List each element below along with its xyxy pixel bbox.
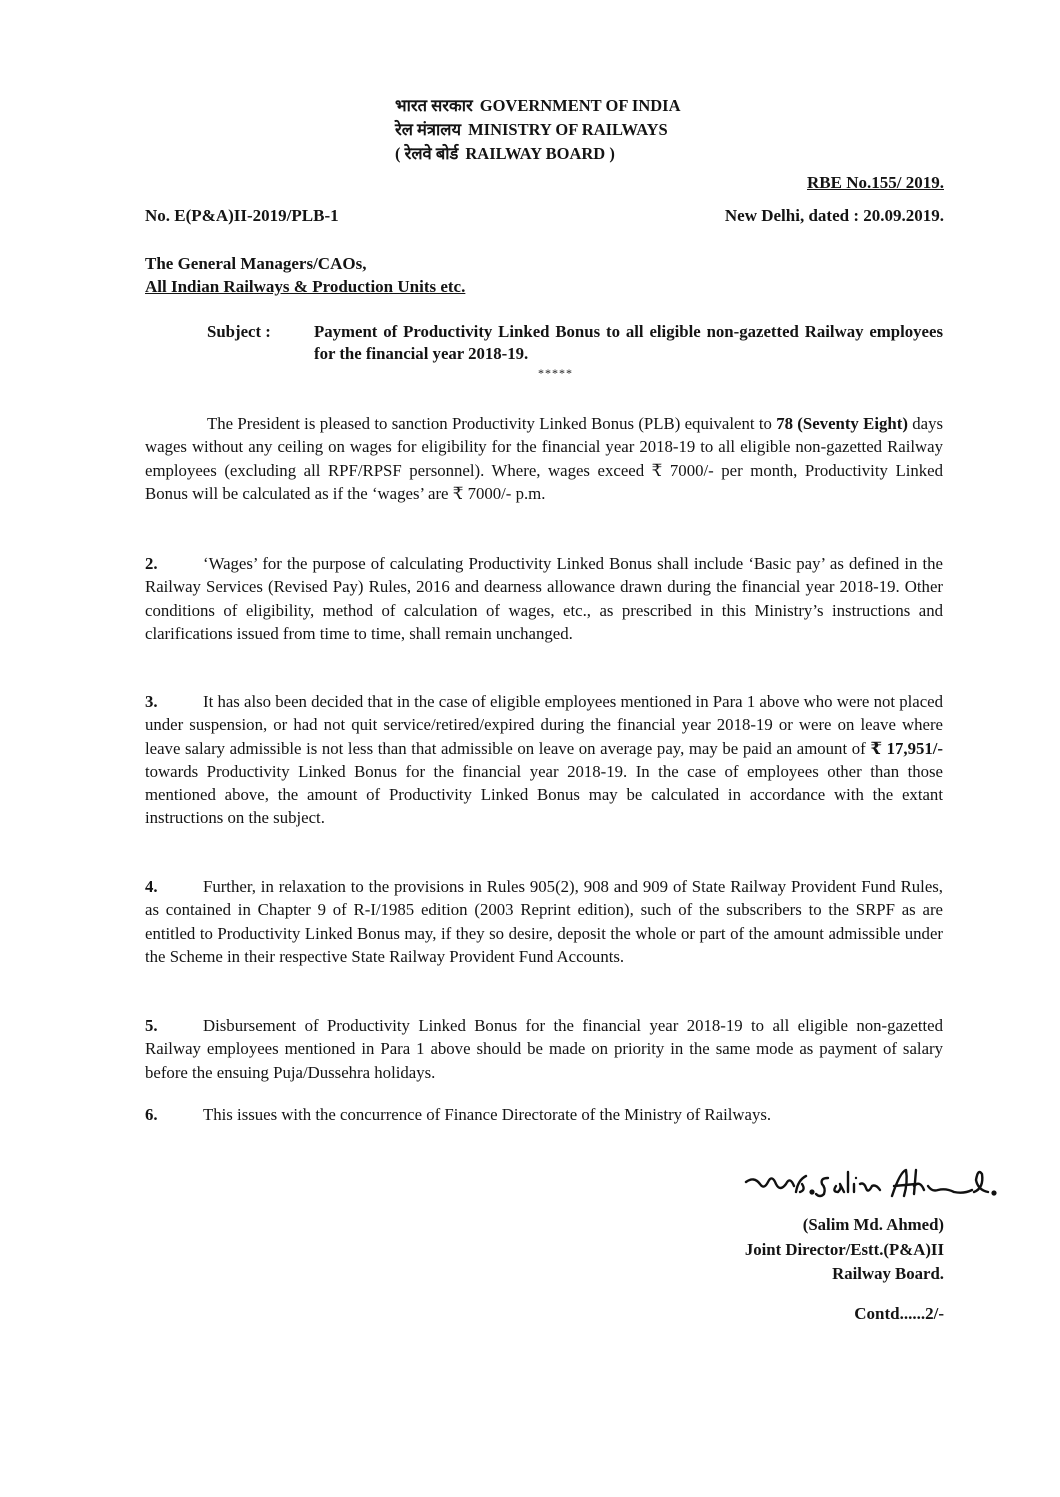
header-line-3	[395, 144, 615, 164]
subject-label: Subject :	[207, 322, 271, 341]
paragraph-5-text: Disbursement of Productivity Linked Bonus for the financial year 2018-19 to all eligible non-gazetted Railway employees mentioned in Para 1 above should be made on priority in the same mode as payment of salary before the ensuing Puja/Dussehra holidays.	[145, 1016, 943, 1082]
file-number: No. E(P&A)II-2019/PLB-1	[145, 206, 339, 225]
signatory-designation: Joint Director/Estt.(P&A)II	[744, 1239, 944, 1259]
header-line-2	[395, 120, 668, 140]
header-hindi-3: ( रेलवे बोर्ड	[395, 144, 459, 163]
signature-block	[624, 1213, 944, 1287]
subject-stars: *****	[538, 366, 573, 380]
header-hindi-1: भारत सरकार	[395, 96, 473, 115]
paragraph-3-number: 3.	[145, 692, 158, 711]
paragraph-6	[145, 1103, 943, 1126]
signatory-office: Railway Board.	[832, 1264, 944, 1283]
paragraph-3	[145, 690, 943, 830]
rbe-number: RBE No.155/ 2019.	[807, 173, 944, 192]
paragraph-2	[145, 552, 943, 645]
paragraph-5-number: 5.	[145, 1016, 158, 1035]
paragraph-4-number: 4.	[145, 877, 158, 896]
addressee-line-1: The General Managers/CAOs,	[145, 254, 367, 273]
paragraph-1	[145, 412, 943, 505]
place-date: New Delhi, dated : 20.09.2019.	[724, 206, 944, 225]
paragraph-2-number: 2.	[145, 554, 158, 573]
header-english-3: RAILWAY BOARD )	[465, 144, 615, 163]
paragraph-6-text: This issues with the concurrence of Finance Directorate of the Ministry of Railways.	[203, 1105, 772, 1124]
paragraph-1-post: days wages without any ceiling on wages for eligibility for the financial year 2018-19 to all eligible non-gazetted Railway employees (excluding all RPF/RPSF personnel). Where, wages exceed ₹ 7000/- per month, Productivity Linked Bonus will be calculated as if the ‘wages’ are ₹ 7000/- p.m.	[145, 414, 943, 503]
paragraph-4	[145, 875, 943, 968]
paragraph-1-pre: The President is pleased to sanction Productivity Linked Bonus (PLB) equivalent to	[207, 414, 777, 433]
addressee-line-2: All Indian Railways & Production Units etc.	[145, 277, 466, 296]
header-english-2: MINISTRY OF RAILWAYS	[468, 120, 668, 139]
paragraph-5	[145, 1014, 943, 1084]
subject-text: Payment of Productivity Linked Bonus to all eligible non-gazetted Railway employees for the financial year 2018-19.	[314, 322, 943, 363]
signatory-name: (Salim Md. Ahmed)	[802, 1215, 944, 1234]
paragraph-4-text: Further, in relaxation to the provisions in Rules 905(2), 908 and 909 of State Railway Provident Fund Rules, as contained in Chapter 9 of R-I/1985 edition (2003 Reprint edition), such of the subscribers to the SRPF as are entitled to Productivity Linked Bonus may, if they so desire, deposit the whole or part of the amount admissible under the Scheme in their respective State Railway Provident Fund Accounts.	[145, 877, 943, 966]
header-line-1	[395, 96, 681, 116]
header-hindi-2: रेल मंत्रालय	[395, 120, 462, 139]
paragraph-2-text: ‘Wages’ for the purpose of calculating Productivity Linked Bonus shall include ‘Basic pay’ as defined in the Railway Services (Revised Pay) Rules, 2016 and dearness allowance drawn during the financial year 2018-19. Other conditions of eligibility, method of calculation of wages, etc., as prescribed in this Ministry’s instructions and clarifications issued from time to time, shall remain unchanged.	[145, 554, 943, 643]
paragraph-3-amount: ₹ 17,951/-	[870, 738, 943, 758]
paragraph-1-bold: 78 (Seventy Eight)	[776, 414, 908, 433]
handwritten-signature	[740, 1162, 1000, 1208]
paragraph-3-pre: It has also been decided that in the case of eligible employees mentioned in Para 1 above who were not placed under suspension, or had not quit service/retired/expired during the financial year 2018-19 or were on leave where leave salary admissible is not less than that admissible on leave on average pay, may be paid an amount of	[145, 692, 943, 758]
paragraph-3-post: towards Productivity Linked Bonus for the financial year 2018-19. In the case of employees other than those mentioned above, the amount of Productivity Linked Bonus may be calculated in accordance with the extant instructions on the subject.	[145, 761, 943, 828]
header-english-1: GOVERNMENT OF INDIA	[479, 96, 681, 115]
paragraph-6-number: 6.	[145, 1105, 158, 1124]
continued-note: Contd......2/-	[854, 1304, 944, 1323]
